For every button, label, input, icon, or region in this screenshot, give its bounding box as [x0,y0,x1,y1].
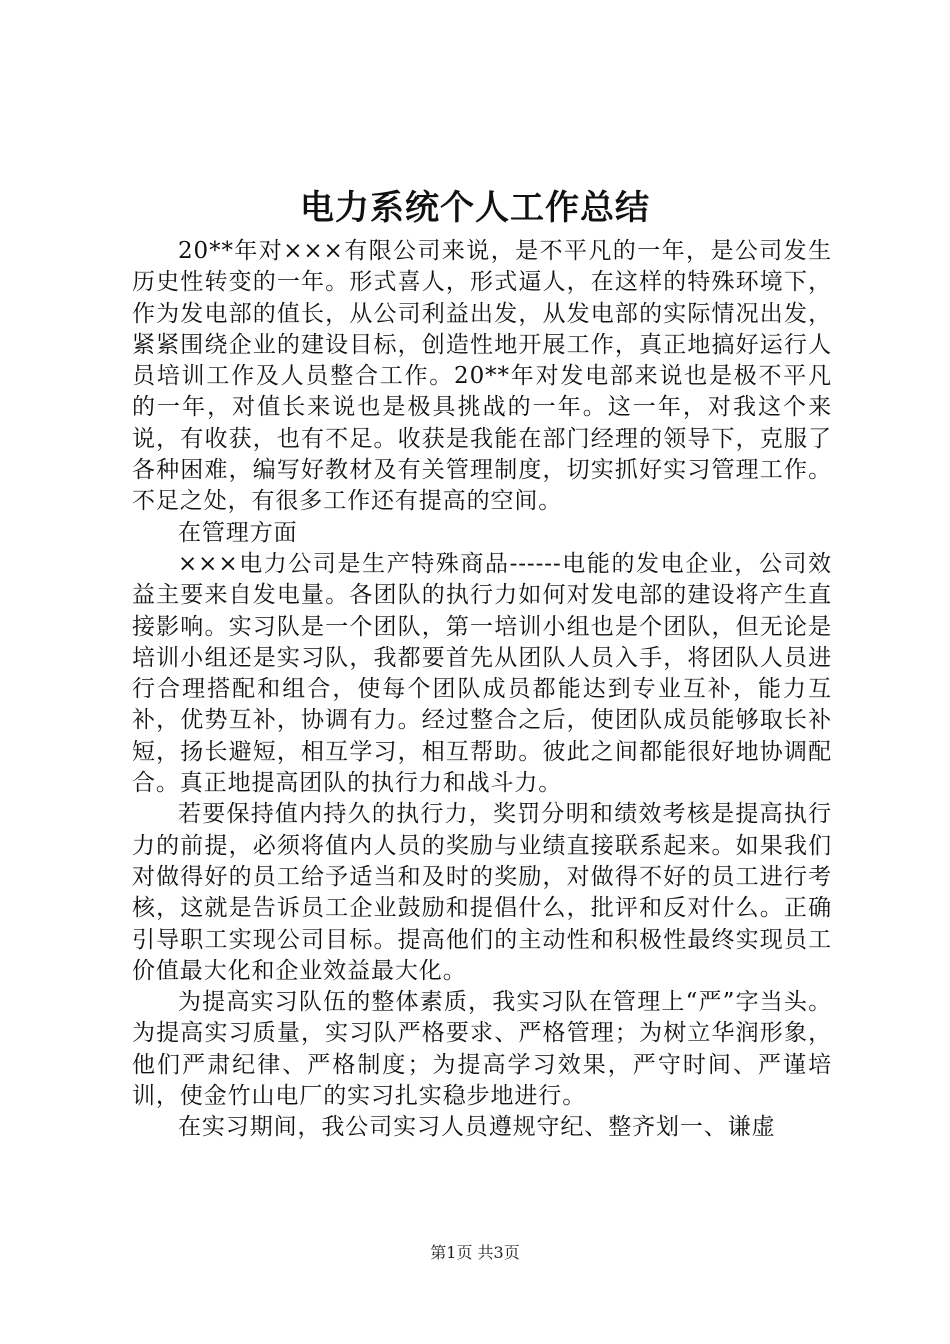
paragraph-team: ×××电力公司是生产特殊商品------电能的发电企业，公司效益主要来自发电量。各团队的执行力如何对发电部的建设将产生直接影响。实习队是一个团队，第一培训小组也是个团队，但无论是培训小组还是实习队，我都要首先从团队人员入手，将团队人员进行合理搭配和组合，使每个团队成员都能达到专业互补，能力互补，优势互补，协调有力。经过整合之后，使团队成员能够取长补短，扬长避短，相互学习，相互帮助。彼此之间都能很好地协调配合。真正地提高团队的执行力和战斗力。 [132,550,832,797]
paragraph-management-heading: 在管理方面 [178,519,298,546]
document-body [132,236,832,1144]
paragraph-quality: 为提高实习队伍的整体素质，我实习队在管理上“严”字当头。为提高实习质量，实习队严格要求、严格管理；为树立华润形象，他们严肃纪律、严格制度；为提高学习效果，严守时间、严谨培训，使金竹山电厂的实习扎实稳步地进行。 [132,989,832,1110]
paragraph-execution: 若要保持值内持久的执行力，奖罚分明和绩效考核是提高执行力的前提，必须将值内人员的奖励与业绩直接联系起来。如果我们对做得好的员工给予适当和及时的奖励，对做得不好的员工进行考核，这就是告诉员工企业鼓励和提倡什么，批评和反对什么。正确引导职工实现公司目标。提高他们的主动性和积极性最终实现员工价值最大化和企业效益最大化。 [132,801,832,984]
paragraph-internship: 在实习期间，我公司实习人员遵规守纪、整齐划一、谦虚 [178,1114,776,1141]
page-number-footer: 第1页 共3页 [430,1243,520,1262]
paragraph-intro: 20**年对×××有限公司来说，是不平凡的一年，是公司发生历史性转变的一年。形式喜人，形式逼人，在这样的特殊环境下，作为发电部的值长，从公司利益出发，从发电部的实际情况出发，紧紧围绕企业的建设目标，创造性地开展工作，真正地搞好运行人员培训工作及人员整合工作。20**年对发电部来说也是极不平凡的一年，对值长来说也是极具挑战的一年。这一年，对我这个来说，有收获，也有不足。收获是我能在部门经理的领导下，克服了各种困难，编写好教材及有关管理制度，切实抓好实习管理工作。不足之处，有很多工作还有提高的空间。 [132,238,832,515]
document-title: 电力系统个人工作总结 [300,188,650,228]
